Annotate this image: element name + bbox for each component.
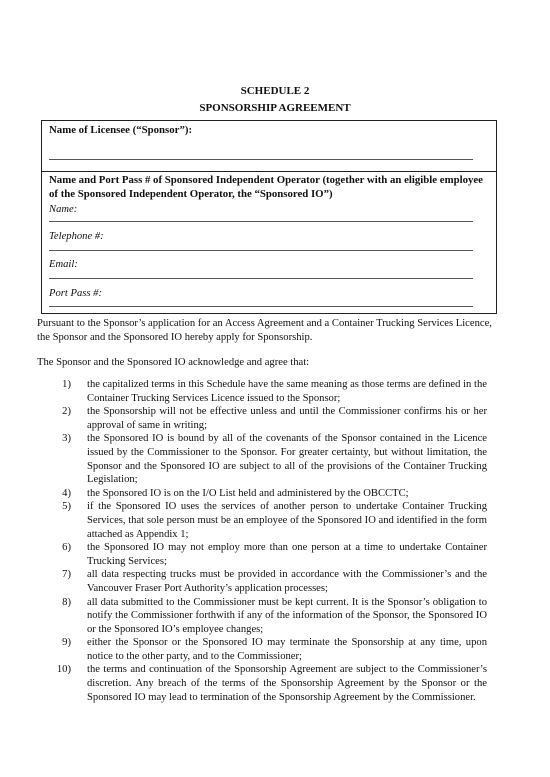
telephone-field[interactable] [49,250,473,251]
name-label: Name: [49,204,78,215]
list-item [37,663,487,704]
schedule-number: SCHEDULE 2 [240,85,310,97]
item-number: 10) [56,664,71,676]
list-item [37,500,487,541]
item-number: 6) [62,542,71,554]
item-text: the terms and continuation of the Sponsorship Agreement are subject to the Commissioner’s discretion. Any breach of the terms of the Sponsorship Agreement by the Sponsor or the Sponsored IO may lead to termination of the Sponsorship Agreement by the Commissioner. [87,664,487,703]
item-text: the Sponsorship will not be effective unless and until the Commissioner confirms his or her approval of same in writing; [87,406,487,431]
item-text: all data respecting trucks must be provided in accordance with the Commissioner’s and the Vancouver Fraser Port Authority’s application processes; [87,569,487,594]
item-number: 3) [62,433,71,445]
list-item [37,487,487,501]
sponsorship-form-box [41,120,497,314]
item-text: if the Sponsored IO uses the services of another person to undertake Container Trucking Services, that sole person must be an employee of the Sponsored IO and identified in the form attached as Appendix 1; [87,501,487,540]
item-number: 7) [62,569,71,581]
item-text: the capitalized terms in this Schedule have the same meaning as those terms are defined in the Container Trucking Services Licence issued to the Sponsor; [87,379,487,404]
item-text: the Sponsored IO may not employ more than one person at a time to undertake Container Trucking Services; [87,542,487,567]
licensee-label: Name of Licensee (“Sponsor”): [49,124,193,136]
item-number: 2) [62,406,71,418]
document-title: SPONSORSHIP AGREEMENT [199,102,351,114]
email-label: Email: [49,259,78,270]
port-pass-field[interactable] [49,306,473,307]
port-pass-label: Port Pass #: [49,288,102,299]
acknowledge-paragraph: The Sponsor and the Sponsored IO acknowledge and agree that: [37,357,310,368]
list-item [37,432,487,486]
operator-heading: Name and Port Pass # of Sponsored Independent Operator (together with an eligible employee of the Sponsored Independent Operator, the “Sponsored IO”) [49,174,483,200]
pursuant-paragraph: Pursuant to the Sponsor’s application for an Access Agreement and a Container Trucking Services Licence, the Sponsor and the Sponsored IO hereby apply for Sponsorship. [37,318,492,343]
item-number: 5) [62,501,71,513]
list-item [37,378,487,405]
list-item [37,596,487,637]
list-item [37,568,487,595]
name-field[interactable] [49,221,473,222]
email-field[interactable] [49,278,473,279]
licensee-name-field[interactable] [49,159,473,160]
item-text: all data submitted to the Commissioner must be kept current. It is the Sponsor’s obligation to notify the Commissioner forthwith if any of the information of the Sponsor, the Sponsored IO or the Sponsored IO’s employee changes; [87,596,487,635]
item-number: 4) [62,487,71,499]
section-divider [42,171,496,172]
item-number: 9) [62,637,71,649]
item-text: either the Sponsor or the Sponsored IO may terminate the Sponsorship at any time, upon notice to the other party, and to the Commissioner; [87,637,487,662]
item-number: 1) [62,379,71,390]
item-text: the Sponsored IO is on the I/O List held and administered by the OBCCTC; [87,487,409,499]
list-item [37,636,487,663]
telephone-label: Telephone #: [49,231,104,242]
list-item [37,405,487,432]
item-text: the Sponsored IO is bound by all of the covenants of the Sponsor contained in the Licence issued by the Commissioner to the Sponsor. For greater certainty, but without limitation, the Sponsor and the Sponsored IO are subject to all of the provisions of the Container Trucking Legislation; [87,433,487,486]
list-item [37,541,487,568]
terms-list [37,378,487,704]
item-number: 8) [62,596,71,608]
